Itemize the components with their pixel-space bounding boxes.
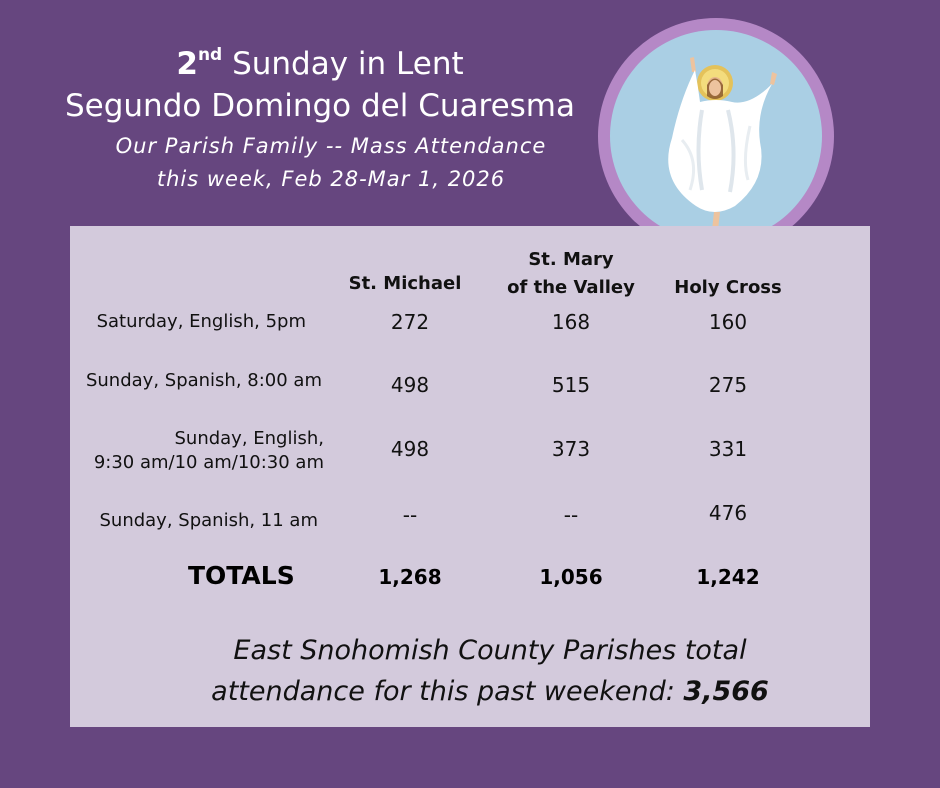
cell-value: -- — [563, 503, 579, 527]
cell-value: 515 — [551, 373, 591, 397]
emblem-ring — [598, 18, 834, 254]
subtitle-line-2: this week, Feb 28-Mar 1, 2026 — [156, 167, 506, 191]
summary-line-2 — [190, 671, 790, 712]
column-header-st-mary — [495, 246, 647, 302]
column-header-label: St. Michael — [348, 273, 462, 294]
cell-value: 275 — [708, 373, 748, 397]
subtitle — [40, 130, 600, 196]
cell-value: 331 — [708, 437, 748, 461]
total-value: 1,056 — [539, 565, 603, 589]
total-value: 1,268 — [378, 565, 442, 589]
row-label-sunday-english — [70, 427, 324, 475]
column-header-holy-cross — [662, 274, 794, 302]
title-rest: Sunday in Lent — [222, 46, 464, 82]
column-header-label: St. Mary — [528, 249, 614, 270]
cell-value: -- — [402, 503, 418, 527]
attendance-panel — [70, 226, 870, 727]
totals-label: TOTALS — [188, 561, 295, 590]
column-header-label: Holy Cross — [674, 277, 782, 298]
spanish-title: Segundo Domingo del Cuaresma — [64, 88, 575, 124]
column-header-st-michael — [340, 270, 470, 298]
cell-value: 498 — [390, 437, 430, 461]
summary-line-1: East Snohomish County Parishes total — [233, 635, 747, 666]
grand-total: 3,566 — [683, 676, 769, 707]
cell-value: 476 — [708, 501, 748, 525]
page-title — [40, 44, 600, 84]
cell-value: 272 — [390, 310, 430, 334]
row-label-line: 9:30 am/10 am/10:30 am — [93, 452, 324, 473]
cell-value: 373 — [551, 437, 591, 461]
ordinal-suffix: nd — [197, 45, 223, 65]
summary — [190, 630, 790, 712]
row-label-saturday-english: Saturday, English, 5pm — [96, 311, 306, 332]
total-value: 1,242 — [696, 565, 760, 589]
emblem-sky — [610, 30, 822, 242]
row-label-line: Sunday, English, — [174, 428, 324, 449]
cell-value: 498 — [390, 373, 430, 397]
column-header-label: of the Valley — [507, 277, 635, 298]
risen-christ-icon — [610, 30, 822, 242]
summary-line-2-text: attendance for this past weekend: — [211, 676, 684, 707]
cell-value: 168 — [551, 310, 591, 334]
header — [40, 44, 600, 196]
row-label-sunday-spanish-11am: Sunday, Spanish, 11 am — [99, 510, 318, 531]
ordinal-number: 2 — [176, 46, 198, 82]
subtitle-line-1: Our Parish Family -- Mass Attendance — [115, 134, 547, 158]
row-label-sunday-spanish-8am: Sunday, Spanish, 8:00 am — [85, 370, 322, 391]
cell-value: 160 — [708, 310, 748, 334]
